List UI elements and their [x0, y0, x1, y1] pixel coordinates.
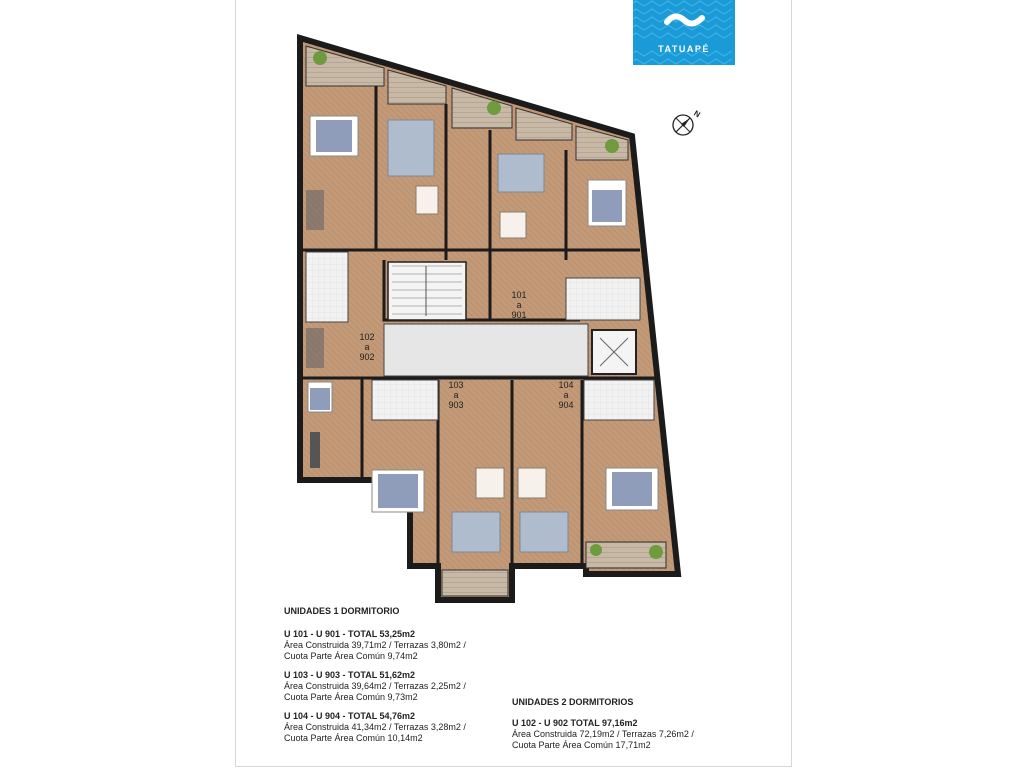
- unit-heading: U 104 - U 904 - TOTAL 54,76m2: [284, 711, 416, 721]
- unit-area-line: Área Construida 72,19m2 / Terrazas 7,26m2 /: [512, 729, 694, 739]
- plant-icon: [590, 544, 602, 556]
- unit-heading: U 101 - U 901 - TOTAL 53,25m2: [284, 629, 416, 639]
- unit-block-101: [284, 629, 514, 662]
- floor-plan: [280, 30, 700, 610]
- unit-block-102: [512, 718, 742, 751]
- unit-heading: U 103 - U 903 - TOTAL 51,62m2: [284, 670, 416, 680]
- unit-common-line: Cuota Parte Área Común 10,14m2: [284, 733, 423, 743]
- svg-text:104: 104: [558, 380, 574, 390]
- svg-text:902: 902: [359, 352, 375, 362]
- two-bedroom-title: UNIDADES 2 DORMITORIOS: [512, 697, 634, 707]
- stairwell: [388, 262, 466, 320]
- plant-icon: [649, 545, 663, 559]
- plant-icon: [487, 101, 501, 115]
- unit-block-104: [284, 711, 514, 744]
- bed-icon: [606, 468, 658, 510]
- svg-text:903: 903: [448, 400, 464, 410]
- svg-text:a: a: [453, 390, 459, 400]
- bed-icon: [310, 116, 358, 156]
- two-bedroom-table: [512, 697, 742, 751]
- unit-common-line: Cuota Parte Área Común 9,73m2: [284, 692, 418, 702]
- brand-name: TATUAPÉ: [658, 44, 710, 54]
- unit-heading: U 102 - U 902 TOTAL 97,16m2: [512, 718, 638, 728]
- bed-icon: [308, 382, 332, 412]
- svg-text:901: 901: [511, 310, 527, 320]
- svg-text:102: 102: [359, 332, 375, 342]
- svg-text:a: a: [563, 390, 569, 400]
- bed-icon: [588, 180, 626, 226]
- elevator: [592, 330, 636, 374]
- unit-common-line: Cuota Parte Área Común 9,74m2: [284, 651, 418, 661]
- one-bedroom-table: [284, 606, 514, 752]
- svg-text:103: 103: [448, 380, 464, 390]
- wave-mark-icon: [667, 16, 702, 23]
- bed-icon: [372, 470, 424, 512]
- common-corridor: [384, 324, 588, 376]
- unit-area-line: Área Construida 39,64m2 / Terrazas 2,25m2 /: [284, 681, 466, 691]
- one-bedroom-title: UNIDADES 1 DORMITORIO: [284, 606, 400, 616]
- unit-area-line: Área Construida 39,71m2 / Terrazas 3,80m2 /: [284, 640, 466, 650]
- svg-text:904: 904: [558, 400, 574, 410]
- svg-text:101: 101: [511, 290, 527, 300]
- unit-block-103: [284, 670, 514, 703]
- plant-icon: [313, 51, 327, 65]
- plant-icon: [605, 139, 619, 153]
- svg-text:a: a: [364, 342, 370, 352]
- unit-common-line: Cuota Parte Área Común 17,71m2: [512, 740, 651, 750]
- north-label: N: [692, 108, 702, 120]
- unit-area-line: Área Construida 41,34m2 / Terrazas 3,28m2 /: [284, 722, 466, 732]
- svg-text:a: a: [516, 300, 522, 310]
